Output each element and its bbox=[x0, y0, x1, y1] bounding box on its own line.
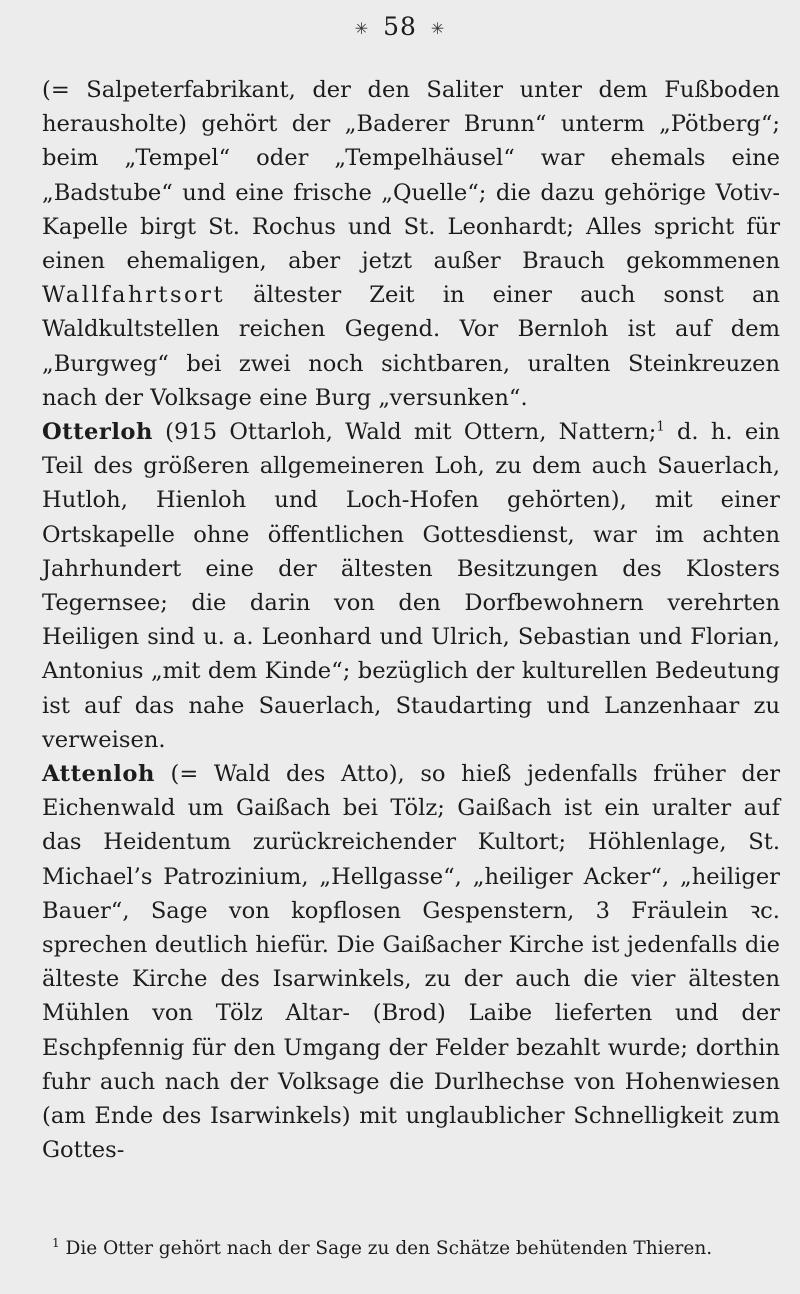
paragraph-attenloh bbox=[42, 757, 780, 1167]
otterloh-heading: Otterloh bbox=[42, 419, 153, 446]
paragraph-salpeter bbox=[42, 73, 780, 415]
page-header bbox=[0, 12, 800, 41]
paragraph-otterloh bbox=[42, 415, 780, 757]
ornament-right-icon: ✳ bbox=[430, 19, 446, 38]
footnote-marker: 1 bbox=[52, 1235, 60, 1250]
main-text bbox=[42, 73, 780, 1168]
attenloh-heading: Attenloh bbox=[42, 761, 155, 788]
page-number: 58 bbox=[383, 12, 417, 41]
footnote-text: Die Otter gehört nach der Sage zu den Schätze behütenden Thieren. bbox=[59, 1238, 713, 1259]
paragraph-2-text-a: (915 Ottarloh, Wald mit Ottern, Nattern; bbox=[152, 419, 657, 446]
footnote-reference: 1 bbox=[656, 419, 665, 435]
ornament-left-icon: ✳ bbox=[354, 19, 370, 38]
paragraph-3-text: (= Wald des Atto), so hieß jedenfalls früher der Eichenwald um Gaißach bei Tölz; Gaißach ist ein uralter auf das Heidentum zurückreichender Kultort; Höhlenlage, St. Michael’s Patrozinium, „Hellgasse“, „heiliger Acker“, „heiliger Bauer“, Sage von kopflosen Gespenstern, 3 Fräulein ꝛc. sprechen deutlich hiefür. Die Gaißacher Kirche ist jedenfalls die älteste Kirche des Isarwinkels, zu der auch die vier ältesten Mühlen von Tölz Altar- (Brod) Laibe lieferten und der Eschpfennig für den Umgang der Felder bezahlt wurde; dorthin fuhr auch nach der Volksage die Durlhechse von Hohenwiesen (am Ende des Isarwinkels) mit unglaublicher Schnelligkeit zum Gottes- bbox=[42, 761, 780, 1164]
wallfahrtsort-term: Wallfahrtsort bbox=[42, 282, 226, 309]
paragraph-1-text-end: ältester Zeit in einer auch sonst an Waldkultstellen reichen Gegend. Vor Bernloh ist auf dem „Burgweg“ bei zwei noch sichtbaren, uralten Steinkreuzen nach der Volksage eine Burg „versunken“. bbox=[42, 282, 780, 411]
paragraph-1-text: (= Salpeterfabrikant, der den Saliter unter dem Fußboden herausholte) gehört der „Baderer Brunn“ unterm „Pötberg“; beim „Tempel“ oder „Tempelhäusel“ war ehemals eine „Badstube“ und eine frische „Quelle“; die dazu gehörige Votiv-Kapelle birgt St. Rochus und St. Leonhardt; Alles spricht für einen ehemaligen, aber jetzt außer Brauch gekommenen bbox=[42, 77, 780, 275]
footnote bbox=[52, 1236, 792, 1262]
paragraph-2-text-b: d. h. ein Teil des größeren allgemeineren Loh, zu dem auch Sauerlach, Hutloh, Hienloh und Loch-Hofen gehörten), mit einer Ortskapelle ohne öffentlichen Gottesdienst, war im achten Jahrhundert eine der ältesten Besitzungen des Klosters Tegernsee; die darin von den Dorfbewohnern verehrten Heiligen sind u. a. Leonhard und Ulrich, Sebastian und Florian, Antonius „mit dem Kinde“; bezüglich der kulturellen Bedeutung ist auf das nahe Sauerlach, Staudarting und Lanzenhaar zu verweisen. bbox=[42, 419, 780, 753]
